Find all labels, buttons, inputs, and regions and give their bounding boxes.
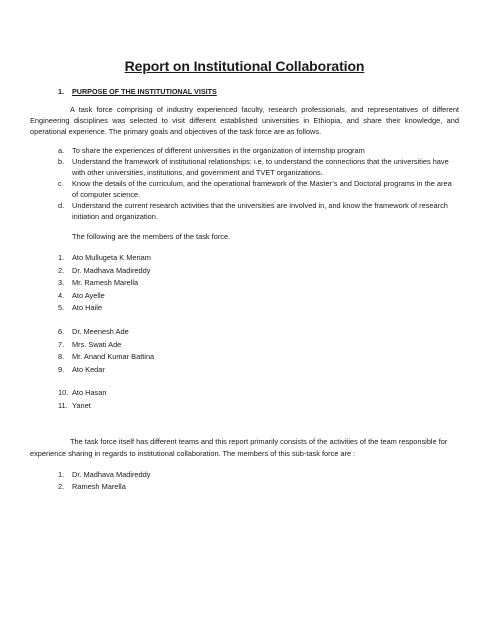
section-heading (58, 87, 459, 96)
objective-marker: b. (58, 157, 65, 166)
objective-text: To share the experiences of different universities in the organization of internship program (72, 146, 365, 155)
member-name: Ato Hasan (72, 388, 107, 398)
member-number: 2. (58, 482, 65, 492)
member-name: Ato Kedar (72, 364, 105, 374)
objective-text: Know the details of the curriculum, and the operational framework of the Master’s and Doctoral programs in the area of computer science. (72, 179, 452, 199)
member-number: 7. (58, 339, 65, 349)
spacer (30, 424, 459, 436)
member-number: 11. (58, 400, 68, 410)
member-name: Dr. Meenesh Ade (72, 326, 129, 336)
member-item (30, 400, 459, 413)
member-number: 9. (58, 364, 65, 374)
member-number: 4. (58, 290, 65, 300)
member-item (30, 469, 459, 482)
objective-marker: c. (58, 179, 64, 188)
member-number: 3. (58, 278, 65, 288)
member-item (30, 302, 459, 315)
member-name: Ato Ayelle (72, 290, 105, 300)
member-name: Yanet (72, 400, 91, 410)
member-name: Dr. Madhava Madireddy (72, 265, 151, 275)
intro-paragraph: A task force comprising of industry experienced faculty, research professionals, and representatives of different Engineering disciplines was selected to visit different established universities in Ethiopia, and share their knowledge, and operational experience. The primary goals and objectives of the task force are as follows. (30, 105, 459, 136)
member-item (30, 277, 459, 290)
member-item (30, 364, 459, 377)
section-number: 1. (58, 87, 64, 96)
subtask-member-list (30, 469, 459, 494)
objective-item (30, 145, 459, 156)
objectives-list (30, 145, 459, 222)
objective-text: Understand the framework of institutional relationships: i.e, to understand the connections that the universities have with other universities, institutions, and government and TVET organizations. (72, 157, 449, 177)
section-heading-text: PURPOSE OF THE INSTITUTIONAL VISITS (72, 87, 217, 96)
subtask-paragraph: The task force itself has different teams and this report primarily consists of the activities of the team responsible for experience sharing in regards to institutional collaboration. The members of this sub-task force are : (30, 436, 448, 458)
member-item (30, 481, 459, 494)
member-name: Mrs. Swati Ade (72, 339, 122, 349)
member-name: Ato Haile (72, 303, 102, 313)
objective-item (30, 178, 459, 200)
member-number: 1. (58, 469, 65, 479)
member-item (30, 265, 459, 278)
member-group (30, 252, 459, 315)
member-name: Mr. Ramesh Marella (72, 278, 139, 288)
objective-marker: a. (58, 146, 65, 155)
member-name: Dr. Madhava Madireddy (72, 469, 151, 479)
member-number: 5. (58, 303, 65, 313)
member-name: Mr. Anand Kumar Battina (72, 352, 155, 362)
member-item (30, 339, 459, 352)
objective-item (30, 200, 459, 222)
member-item (30, 387, 459, 400)
member-name: Ato Mullugeta K Meriam (72, 253, 151, 262)
member-number: 6. (58, 326, 65, 336)
members-lead: The following are the members of the task force. (72, 232, 231, 241)
member-item (30, 252, 459, 265)
objective-item (30, 156, 459, 178)
objective-marker: d. (58, 201, 65, 210)
objective-text: Understand the current research activities that the universities are involved in, and know the framework of research initiation and organization. (72, 201, 448, 221)
member-number: 1. (58, 253, 65, 262)
member-item (30, 326, 459, 339)
member-number: 2. (58, 265, 65, 275)
member-name: Ramesh Marella (72, 482, 126, 492)
member-number: 8. (58, 352, 65, 362)
member-number: 10. (58, 388, 69, 398)
page-title: Report on Institutional Collaboration (124, 58, 365, 74)
member-item (30, 351, 459, 364)
member-group (30, 326, 459, 376)
member-item (30, 290, 459, 303)
member-group (30, 387, 459, 412)
